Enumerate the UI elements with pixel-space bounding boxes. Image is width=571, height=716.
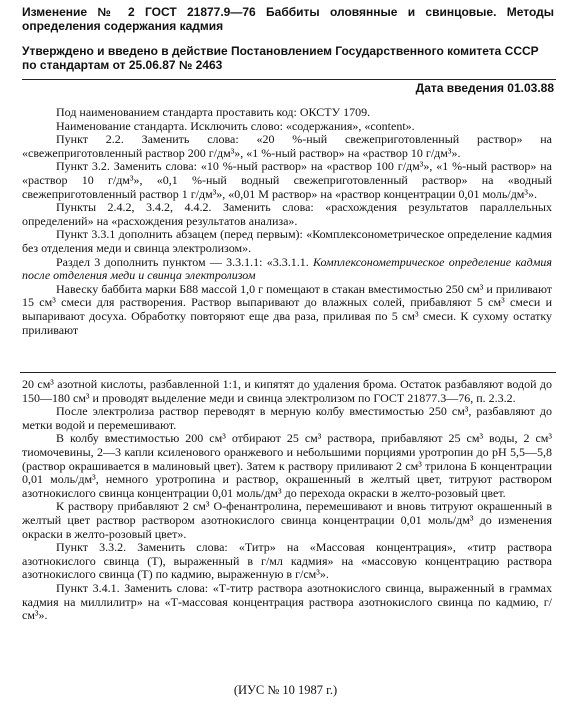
paragraph-item-3-3-1: Пункт 3.3.1 дополнить абзацем (перед первым): «Комплексонометрическое определение кадмия без отделения меди и свинца электролизом». [22,227,552,255]
section-3-italic-title: Комплексонометрическое определение кадмия после отделения меди и свинца электролизом [22,254,552,283]
amendment-body-part-1 [22,106,552,337]
paragraph-after-electrolysis: После электролиза раствор переводят в мерную колбу вместимостью 250 см³, разбавляют до метки водой и перемешивают. [22,404,552,432]
paragraph-item-3-4-1: Пункт 3.4.1. Заменить слова: «Т-титр раствора азотнокислого свинца, выраженный в граммах кадмия на миллилитр» на «Т-массовая концентрация раствора азотнокислого свинца по кадмию, г/см³». [22,580,552,623]
paragraph-items-2-4-2: Пункты 2.4.2, 3.4.2, 4.4.2. Заменить слова: «расхождения результатов параллельных определений» на «расхождения результатов анализа». [22,200,552,228]
paragraph-nitric-acid: 20 см³ азотной кислоты, разбавленной 1:1, и кипятят до удаления брома. Остаток разбавляют водой до 150—180 см³ и проводят выделение меди и свинца электролизом по ГОСТ 21877.3—76, п. 2.3.2. [22,377,552,405]
paragraph-item-3-2: Пункт 3.2. Заменить слова: «10 %-ный раствор» на «раствор 100 г/дм³», «1 %-ный раствор» на «раствор 10 г/дм³», «0,1 %-ный водный свежеприготовленный раствор» на «водный свежеприготовленный раствор 1 г/дм³», «0,01 М раствор» на «раствор концентрации 0,01 моль/дм³». [22,159,552,201]
paragraph-section-3 [22,256,552,283]
effective-date: Дата введения 01.03.88 [415,81,554,95]
source-reference: (ИУС № 10 1987 г.) [233,683,338,697]
paragraph-item-2-2: Пункт 2.2. Заменить слова: «20 %-ный свежеприготовленный раствор» на «свежеприготовленный раствор 200 г/дм³», «1 %-ный раствор» на «раствор 10 г/дм³». [22,132,552,160]
paragraph-standard-name: Наименование стандарта. Исключить слово: «содержания», «content». [56,118,415,133]
amendment-body-part-2 [22,378,552,623]
header-rule [22,79,556,80]
section-3-text: Раздел 3 дополнить пунктом — 3.3.1.1: «3.3.1.1. [56,254,313,269]
effective-date-block [22,79,556,99]
paragraph-phenanthroline: К раствору прибавляют 2 см³ О-фенантролина, перемешивают и вновь титруют окрашенный в желтый цвет раствор раствором азотнокислого свинца концентрации 0,01 моль/дм³ до изменения окраски в желто-розовый цвет». [22,499,552,541]
document-title: Изменение № 2 ГОСТ 21877.9—76 Баббиты оловянные и свинцовые. Методы определения содержания кадмия [22,5,554,33]
approval-statement: Утверждено и введено в действие Постановлением Государственного комитета СССР по стандартам от 25.06.87 № 2463 [22,44,539,72]
paragraph-item-3-3-2: Пункт 3.3.2. Заменить слова: «Титр» на «Массовая концентрация», «титр раствора азотнокислого свинца (Т), выраженный в г/мл кадмия» на «массовую концентрацию раствора азотнокислого свинца (Т) по кадмию, выраженную в г/см³». [22,540,552,582]
page-break-rule [20,372,556,373]
paragraph-sample-prep: Навеску баббита марки Б88 массой 1,0 г помещают в стакан вместимостью 250 см³ и приливают 15 см³ смеси для растворения. Раствор выпаривают до влажных солей, прибавляют 5 см³ смеси и выпаривают досуха. Обработку повторяют еще два раза, приливая по 5 см³ смеси. К сухому остатку приливают [22,281,552,337]
paragraph-okstu-code: Под наименованием стандарта проставить код: ОКСТУ 1709. [56,105,371,119]
paragraph-titration: В колбу вместимостью 200 см³ отбирают 25 см³ раствора, прибавляют 25 см³ воды, 2 см³ тиомочевины, 2—3 капли ксиленового оранжевого и небольшими порциями уротропин до рН 5,5—5,8 (раствор окрашивается в малиновый цвет). Затем к раствору приливают 2 см³ трилона Б концентрации 0,01 моль/дм³, немного уротропина и раствор, окрашенный в желтый цвет, титруют раствором азотнокислого свинца концентрации 0,01 моль/дм³ до перехода окраски в желто-розовый цвет. [22,431,552,500]
